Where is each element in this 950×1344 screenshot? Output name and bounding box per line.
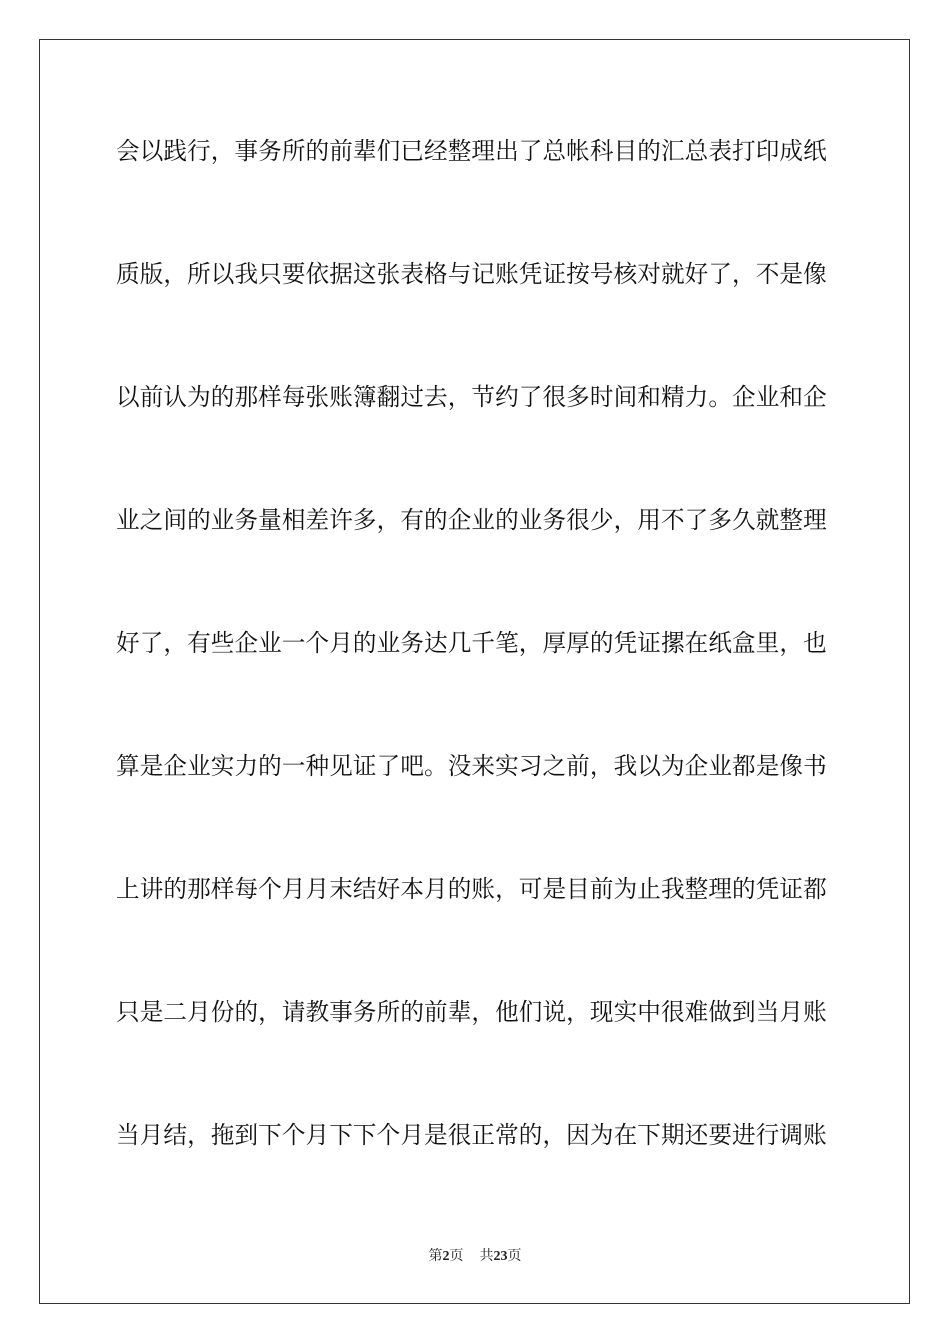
body-text [116, 127, 836, 1234]
page-current: 2 [442, 1249, 450, 1264]
text-line-6: 算是企业实力的一种见证了吧。没来实习之前，我以为企业都是像书 [116, 752, 827, 780]
page-total: 23 [493, 1249, 508, 1264]
text-line-9: 当月结，拖到下个月下下个月是很正常的，因为在下期还要进行调账 [116, 1121, 827, 1149]
text-line-3: 以前认为的那样每张账簿翻过去，节约了很多时间和精力。企业和企 [116, 383, 827, 411]
text-line-2: 质版，所以我只要依据这张表格与记账凭证按号核对就好了，不是像 [116, 260, 827, 288]
text-line-5: 好了，有些企业一个月的业务达几千笔，厚厚的凭证摞在纸盒里，也 [116, 629, 827, 657]
total-unit: 页 [507, 1248, 522, 1264]
text-line-8: 只是二月份的，请教事务所的前辈，他们说，现实中很难做到当月账 [116, 998, 827, 1026]
page-prefix: 第 [428, 1248, 443, 1264]
total-prefix: 共 [479, 1248, 494, 1264]
text-line-7: 上讲的那样每个月月末结好本月的账，可是目前为止我整理的凭证都 [116, 875, 827, 903]
page-unit: 页 [449, 1248, 464, 1264]
text-line-1: 会以践行，事务所的前辈们已经整理出了总帐科目的汇总表打印成纸 [116, 137, 827, 165]
page-footer [0, 1246, 950, 1267]
text-line-4: 业之间的业务量相差许多，有的企业的业务很少，用不了多久就整理 [116, 506, 827, 534]
